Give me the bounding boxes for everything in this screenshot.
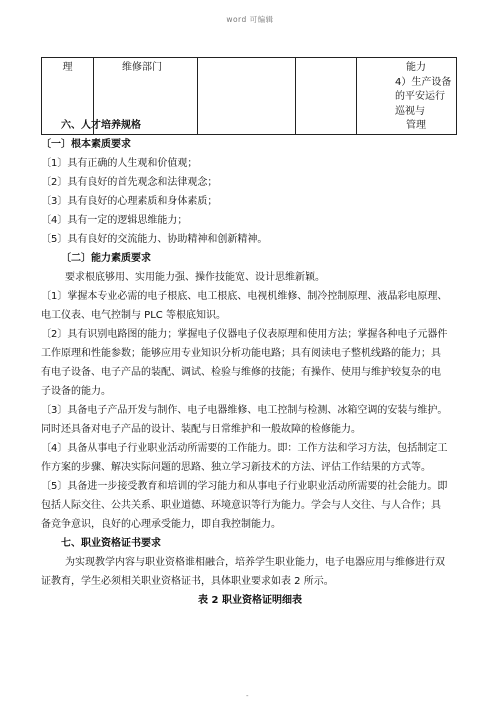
paragraph-line: 〔1〕掌握本专业必需的电子根底、电工根底、电视机维修、制冷控制原理、液晶彩电原理、 (41, 291, 448, 302)
paragraph-line: 同时还具备对电子产品的设计、装配与日常维护和一般故障的检修能力。 (41, 424, 361, 435)
cell-line: 4）生产设备的平安运行巡视与 (395, 76, 452, 117)
paragraph-line: 作方案的步骤、解决实际问题的思路、独立学习新技术的方法、评估工作结果的方式等。 (41, 462, 431, 473)
paragraph-line: 〔2〕具有识别电路图的能力；掌握电子仪器电子仪表原理和使用方法；掌握各种电子元器件 (41, 329, 448, 340)
cell-line: 管理 (406, 120, 426, 131)
subsection-heading: 〔一〕根本素质要求 (41, 139, 131, 150)
paragraph-line: 备竞争意识，良好的心理承受能力，即自我控制能力。 (41, 519, 281, 530)
paragraph-line: 电工仪表、电气控制与 PLC 等根底知识。 (41, 310, 226, 321)
section-heading: 七、职业资格证书要求 (61, 538, 161, 549)
header-watermark: word 可编辑 (226, 15, 274, 24)
cell-line: 能力 (406, 62, 426, 73)
list-item: 〔5〕具有良好的交流能力、协助精神和创新精神。 (41, 234, 268, 245)
table-cell: 理 (42, 58, 94, 135)
list-item: 〔4〕具有一定的逻辑思维能力； (41, 215, 188, 226)
paragraph-line: 工作原理和性能参数；能够应用专业知识分析功能电路；具有阅读电子整机线路的能力；具 (41, 348, 441, 359)
document-body (41, 116, 459, 610)
paragraph-line: 要求根底够用、实用能力强、操作技能宽、设计思维新颖。 (65, 272, 325, 283)
list-item: 〔1〕具有正确的人生观和价值观； (41, 158, 198, 169)
list-item: 〔3〕具有良好的心理素质和身体素质； (41, 196, 218, 207)
paragraph-line: 子设备的能力。 (41, 386, 111, 397)
paragraph-line: 包括人际交往、公共关系、职业道德、环境意识等行为能力。学会与人交往、与人合作；具 (41, 500, 441, 511)
paragraph-line: 〔3〕具备电子产品开发与制作、电子电器维修、电工控制与检测、冰箱空调的安装与维护。 (41, 405, 448, 416)
paragraph-line: 证教育，学生必须相关职业资格证书，具体职业要求如表 2 所示。 (41, 576, 334, 587)
paragraph-line: 〔5〕具备进一步接受教育和培训的学习能力和从事电子行业职业活动所需要的社会能力。即 (41, 481, 448, 492)
paragraph-line: 为实现教学内容与职业资格谁相融合，培养学生职业能力，电子电器应用与维修进行双 (65, 557, 445, 568)
paragraph-line: 〔4〕具备从事电子行业职业活动所需要的工作能力。即：工作方法和学习方法，包括制定工 (41, 443, 448, 454)
footer-mark: - (246, 692, 249, 700)
subsection-heading: 〔二〕能力素质要求 (61, 253, 151, 264)
table-caption: 表 2 职业资格证明细表 (198, 595, 302, 606)
list-item: 〔2〕具有良好的首先观念和法律观念； (41, 177, 218, 188)
section-heading: 六、人才培养规格 (61, 120, 141, 131)
table-cell: 维修部门 (94, 58, 198, 135)
paragraph-line: 有电子设备、电子产品的装配、调试、检验与维修的技能；有操作、使用与维护较复杂的电 (41, 367, 441, 378)
